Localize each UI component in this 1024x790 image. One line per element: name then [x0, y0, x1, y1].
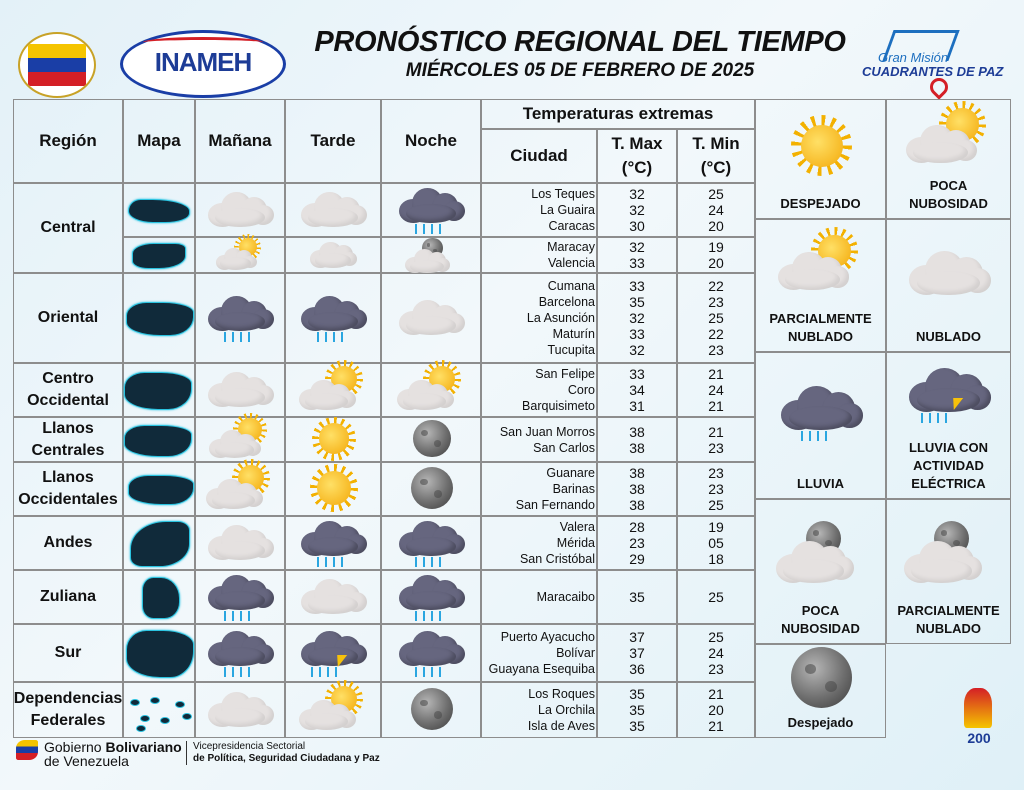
city-list: San Felipe Coro Barquisimeto	[522, 367, 595, 413]
map-llanos-centrales	[124, 425, 192, 457]
map-zuliana	[142, 577, 180, 619]
region-llanos-centrales: Llanos Centrales	[13, 417, 123, 462]
map-oriental	[126, 302, 194, 336]
tmin-values: 21 23	[708, 423, 724, 456]
tmin-values: 25	[708, 589, 724, 605]
rain-icon	[295, 294, 371, 342]
region-centro-occidental: Centro Occidental	[13, 363, 123, 417]
city-list: Los Roques La Orchila Isla de Aves	[527, 687, 595, 733]
cloudy-icon	[202, 186, 278, 234]
rain-icon	[393, 186, 469, 234]
tmin-values: 22 23 25 22 23	[708, 278, 724, 358]
city-list: Guanare Barinas San Fernando	[515, 466, 595, 512]
tmin-values: 21 20 21	[708, 686, 724, 734]
legend-label: DESPEJADO	[780, 196, 861, 211]
legend-label: PARCIALMENTE NUBLADO	[769, 311, 872, 344]
city-list: Maracaibo	[536, 590, 595, 604]
tmin-values: 25 24 23	[708, 629, 724, 677]
header-extremes: Temperaturas extremas	[481, 99, 755, 129]
city-list: Cumana Barcelona La Asunción Maturín Tucupita	[526, 279, 595, 357]
venezuela-seal-logo	[18, 32, 96, 98]
city-list: Los Teques La Guaira Caracas	[531, 187, 595, 233]
night-partly-icon	[901, 521, 996, 581]
partly-cloudy-icon	[295, 686, 371, 734]
legend-label: LLUVIA CON ACTIVIDAD ELÉCTRICA	[909, 440, 988, 491]
sunny-icon	[299, 418, 367, 461]
tmin-values: 19 05 18	[708, 519, 724, 567]
header-region: Región	[13, 99, 123, 183]
legend-label: POCA NUBOSIDAD	[909, 178, 988, 211]
tmax-values: 32 32 30	[629, 186, 645, 234]
page-date: MIÉRCOLES 05 DE FEBRERO DE 2025	[405, 60, 755, 81]
legend-label: LLUVIA	[797, 476, 844, 491]
bicentenario-logo: 200	[956, 688, 1002, 760]
moon-icon	[397, 418, 465, 461]
cloudy-icon	[202, 686, 278, 734]
tmin-values: 21 24 21	[708, 366, 724, 414]
city-list: Valera Mérida San Cristóbal	[519, 520, 595, 566]
sunny-icon	[295, 465, 371, 513]
city-list: Puerto Ayacucho Bolívar Guayana Esequiba	[488, 630, 595, 676]
partly-cloudy-icon	[773, 235, 868, 295]
tmax-values: 35 35 35	[629, 686, 645, 734]
rain-icon	[202, 294, 278, 342]
page-title: PRONÓSTICO REGIONAL DEL TIEMPO	[314, 26, 846, 58]
rain-icon	[202, 629, 278, 677]
tmax-values: 35	[629, 589, 645, 605]
header-city: Ciudad	[481, 129, 597, 183]
header-map: Mapa	[123, 99, 195, 183]
vicepresidencia-text: Vicepresidencia Sectorial de Política, Seguridad Ciudadana y Paz	[186, 741, 380, 765]
cloudy-icon	[901, 244, 996, 304]
storm-icon	[295, 629, 371, 677]
cloudy-icon	[202, 366, 278, 414]
rain-icon	[393, 629, 469, 677]
cloudy-icon	[295, 573, 371, 621]
map-central-2	[132, 243, 186, 269]
rain-icon	[295, 519, 371, 567]
partly-cloudy-icon	[206, 418, 274, 461]
map-centro-occidental	[124, 372, 192, 410]
region-sur: Sur	[13, 624, 123, 682]
moon-icon	[393, 465, 469, 513]
map-llanos-occidentales	[128, 475, 194, 505]
cloudy-icon	[202, 519, 278, 567]
city-list: Maracay Valencia	[547, 240, 595, 270]
map-central-1	[128, 199, 190, 223]
legend-label: Despejado	[787, 715, 854, 730]
tmax-values: 32 33	[629, 239, 645, 271]
tmax-values: 33 35 32 33 32	[629, 278, 645, 358]
gov-logo-text: Gobierno Bolivariano de Venezuela	[44, 739, 182, 769]
partly-cloudy-icon	[295, 366, 371, 414]
venezuela-flag-icon	[16, 740, 38, 760]
inameh-logo: INAMEH	[120, 30, 286, 98]
header-tmax: T. Max (°C)	[597, 129, 677, 183]
partly-cloudy-icon	[213, 238, 268, 273]
moon-icon	[393, 686, 469, 734]
region-andes: Andes	[13, 516, 123, 570]
tmax-values: 33 34 31	[629, 366, 645, 414]
legend-label: POCA NUBOSIDAD	[781, 603, 860, 636]
city-list: San Juan Morros San Carlos	[499, 424, 595, 455]
tmin-values: 25 24 20	[708, 186, 724, 234]
moon-icon	[765, 644, 875, 714]
tmin-values: 23 23 25	[708, 465, 724, 513]
tmin-values: 19 20	[708, 239, 724, 271]
rain-icon	[393, 573, 469, 621]
region-zuliana: Zuliana	[13, 570, 123, 624]
rain-icon	[202, 573, 278, 621]
partly-cloudy-icon	[202, 465, 278, 513]
header-afternoon: Tarde	[285, 99, 381, 183]
night-partly-icon	[773, 521, 868, 581]
legend-label: PARCIALMENTE NUBLADO	[897, 603, 1000, 636]
cloudy-icon	[306, 238, 361, 273]
sunny-icon	[773, 117, 868, 177]
region-central: Central	[13, 183, 123, 273]
header-night: Noche	[381, 99, 481, 183]
tmax-values: 28 23 29	[629, 519, 645, 567]
region-dependencias-federales: Dependencias Federales	[13, 682, 123, 738]
partly-cloudy-icon	[393, 366, 469, 414]
header-tmin: T. Min (°C)	[677, 129, 755, 183]
storm-icon	[901, 366, 996, 426]
region-llanos-occidentales: Llanos Occidentales	[13, 462, 123, 516]
tmax-values: 38 38 38	[629, 465, 645, 513]
partly-cloudy-icon	[901, 108, 996, 168]
cloudy-icon	[393, 294, 469, 342]
region-oriental: Oriental	[13, 273, 123, 363]
rain-icon	[773, 384, 868, 444]
legend-label: NUBLADO	[916, 329, 981, 344]
tmax-values: 38 38	[629, 423, 645, 456]
header-morning: Mañana	[195, 99, 285, 183]
cuadrantes-de-paz-logo: Gran Misión CUADRANTES DE PAZ	[858, 30, 1008, 94]
tmax-values: 37 37 36	[629, 629, 645, 677]
night-partly-icon	[404, 238, 459, 273]
cloudy-icon	[295, 186, 371, 234]
rain-icon	[393, 519, 469, 567]
map-dependencias-federales	[128, 695, 190, 725]
map-sur	[126, 630, 194, 678]
